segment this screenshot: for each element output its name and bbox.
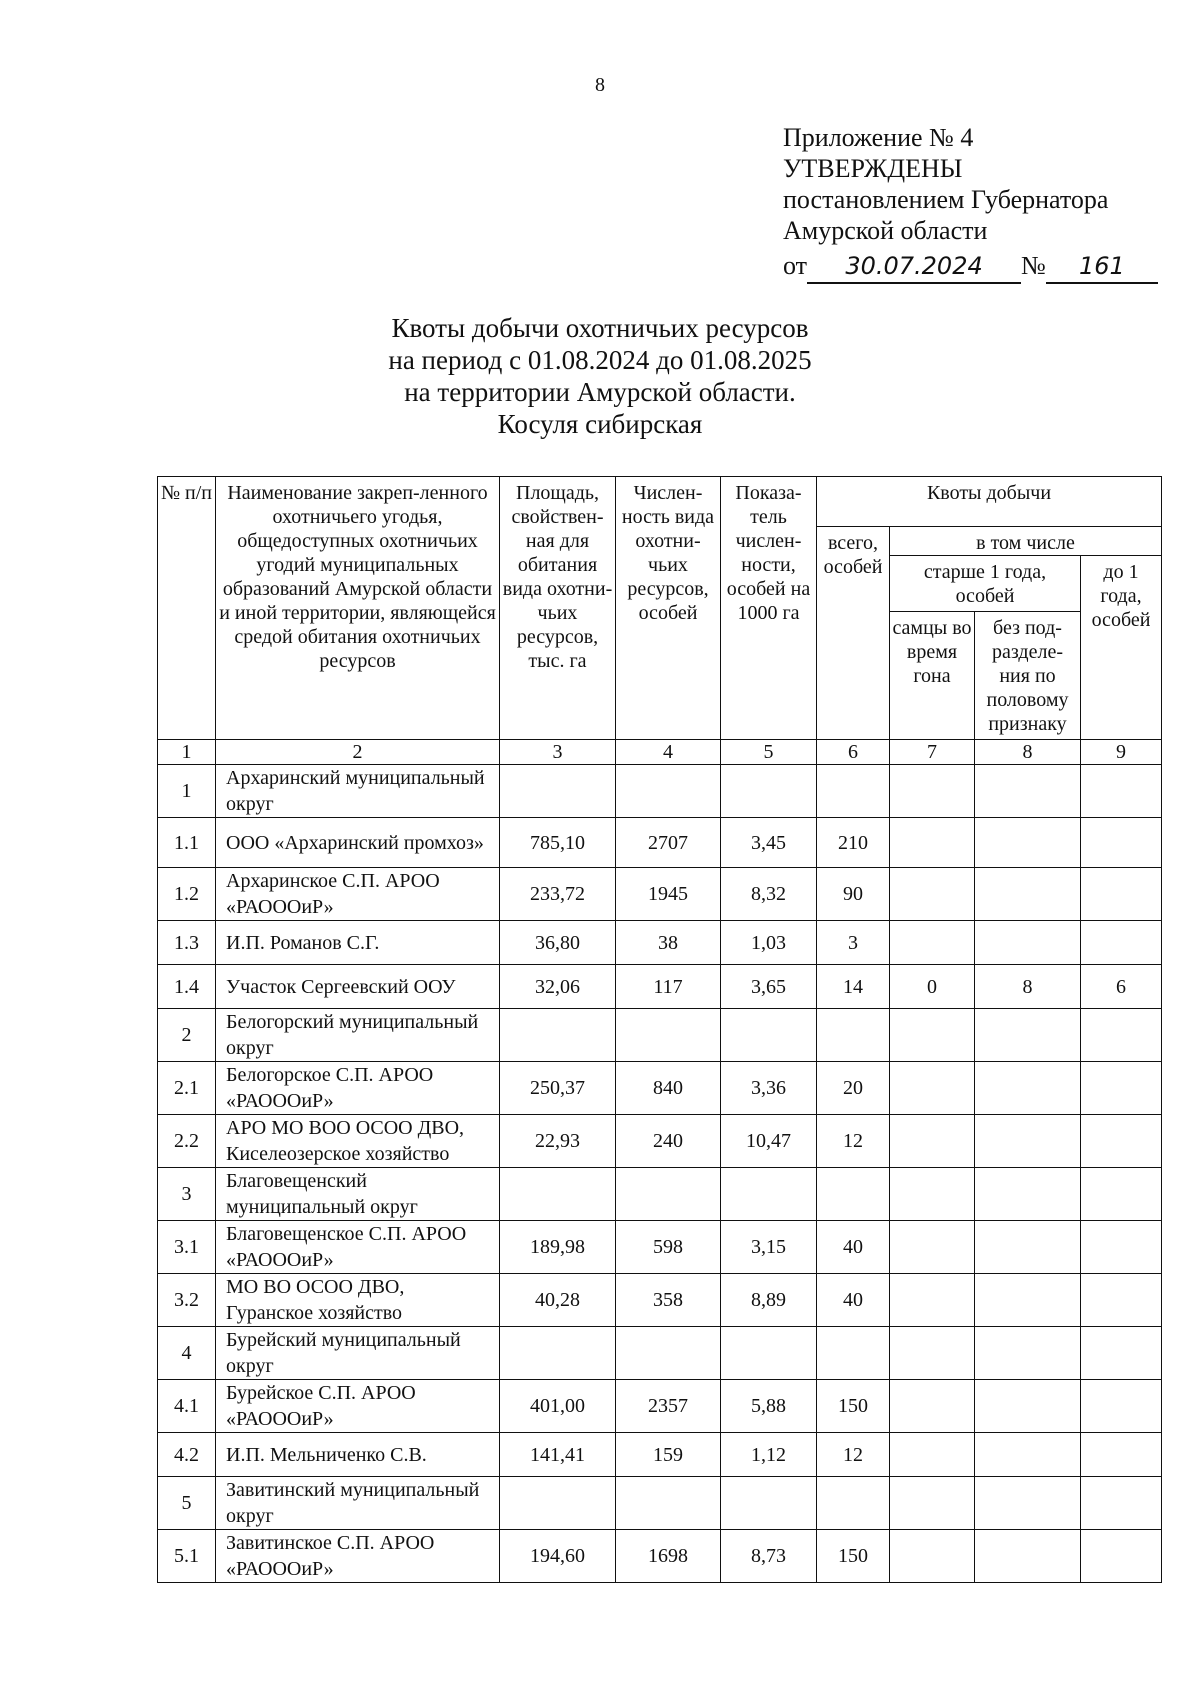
cell-area: 401,00 (500, 1380, 616, 1433)
cell-nosex: 8 (975, 965, 1081, 1009)
table-row (158, 1433, 1162, 1477)
cell-nosex (975, 1274, 1081, 1327)
cell-males (890, 868, 975, 921)
table-row (158, 1530, 1162, 1583)
cell-no: 1 (158, 765, 216, 818)
header-nosex: без под-разделе-ния по половому признаку (975, 612, 1081, 740)
cell-no: 1.3 (158, 921, 216, 965)
cell-name: Бурейское С.П. АРОО «РАОООиР» (216, 1380, 500, 1433)
table-row (158, 1168, 1162, 1221)
cell-population: 1698 (616, 1530, 721, 1583)
header-name: Наименование закреп-ленного охотничьего угодья, общедоступных охотничьих угодий муниципальных образований Амурской области и иной территории, являющейся средой обитания охотничьих ресурсов (216, 477, 500, 740)
cell-total: 210 (817, 818, 890, 868)
cell-no: 5 (158, 1477, 216, 1530)
cell-name: Архаринский муниципальный округ (216, 765, 500, 818)
cell-name: Завитинское С.П. АРОО «РАОООиР» (216, 1530, 500, 1583)
cell-population: 1945 (616, 868, 721, 921)
cell-density (721, 1009, 817, 1062)
column-number-row (158, 740, 1162, 765)
handwritten-date: 30.07.2024 (807, 251, 1021, 284)
title-line-3: на территории Амурской области. (404, 377, 796, 407)
cell-males (890, 1168, 975, 1221)
decree-label: постановлением Губернатора (783, 185, 1109, 214)
cell-males (890, 921, 975, 965)
cell-under1 (1081, 818, 1162, 868)
cell-area: 36,80 (500, 921, 616, 965)
cell-population (616, 765, 721, 818)
cell-no: 2.1 (158, 1062, 216, 1115)
cell-total: 12 (817, 1433, 890, 1477)
cell-area: 32,06 (500, 965, 616, 1009)
column-number: 3 (500, 740, 616, 765)
cell-name: Архаринское С.П. АРОО «РАОООиР» (216, 868, 500, 921)
handwritten-number: 161 (1046, 251, 1158, 284)
cell-nosex (975, 1380, 1081, 1433)
cell-population (616, 1009, 721, 1062)
cell-nosex (975, 1530, 1081, 1583)
cell-males (890, 1433, 975, 1477)
cell-density: 3,65 (721, 965, 817, 1009)
cell-density: 8,32 (721, 868, 817, 921)
cell-name: И.П. Романов С.Г. (216, 921, 500, 965)
cell-density: 1,12 (721, 1433, 817, 1477)
cell-total: 14 (817, 965, 890, 1009)
column-number: 2 (216, 740, 500, 765)
cell-area: 233,72 (500, 868, 616, 921)
cell-no: 4 (158, 1327, 216, 1380)
cell-density: 1,03 (721, 921, 817, 965)
cell-area: 194,60 (500, 1530, 616, 1583)
table-row (158, 868, 1162, 921)
number-prefix: № (1021, 251, 1046, 280)
column-number: 7 (890, 740, 975, 765)
cell-under1 (1081, 1433, 1162, 1477)
cell-total (817, 1327, 890, 1380)
header-under1: до 1 года, особей (1081, 556, 1162, 740)
cell-total (817, 1477, 890, 1530)
cell-nosex (975, 1009, 1081, 1062)
cell-name: И.П. Мельниченко С.В. (216, 1433, 500, 1477)
cell-population: 240 (616, 1115, 721, 1168)
cell-name: Благовещенский муниципальный округ (216, 1168, 500, 1221)
cell-area: 785,10 (500, 818, 616, 868)
header-area: Площадь, свойствен-ная для обитания вида охотни-чьих ресурсов, тыс. га (500, 477, 616, 740)
region-label: Амурской области (783, 216, 988, 245)
cell-under1 (1081, 1274, 1162, 1327)
header-males: самцы во время гона (890, 612, 975, 740)
cell-total: 3 (817, 921, 890, 965)
cell-males (890, 1274, 975, 1327)
column-number: 4 (616, 740, 721, 765)
cell-males (890, 1009, 975, 1062)
cell-name: Благовещенское С.П. АРОО «РАОООиР» (216, 1221, 500, 1274)
cell-area: 22,93 (500, 1115, 616, 1168)
cell-under1 (1081, 1380, 1162, 1433)
cell-males (890, 1115, 975, 1168)
cell-total: 90 (817, 868, 890, 921)
table-row (158, 1062, 1162, 1115)
cell-no: 2.2 (158, 1115, 216, 1168)
cell-under1 (1081, 868, 1162, 921)
cell-males: 0 (890, 965, 975, 1009)
cell-total: 40 (817, 1274, 890, 1327)
header-including: в том числе (890, 527, 1162, 556)
column-number: 6 (817, 740, 890, 765)
cell-nosex (975, 1115, 1081, 1168)
cell-under1: 6 (1081, 965, 1162, 1009)
title-line-4: Косуля сибирская (497, 409, 703, 439)
header-density: Показа-тель числен-ности, особей на 1000 га (721, 477, 817, 740)
cell-area (500, 1327, 616, 1380)
cell-under1 (1081, 1327, 1162, 1380)
cell-males (890, 1062, 975, 1115)
document-title (0, 312, 1200, 440)
cell-no: 1.2 (158, 868, 216, 921)
cell-area: 40,28 (500, 1274, 616, 1327)
decree-signature-line (783, 250, 1158, 284)
cell-density (721, 1327, 817, 1380)
cell-no: 3.2 (158, 1274, 216, 1327)
cell-population: 2707 (616, 818, 721, 868)
cell-density: 5,88 (721, 1380, 817, 1433)
cell-name: Завитинский муниципальный округ (216, 1477, 500, 1530)
cell-name: АРО МО ВОО ОСОО ДВО, Киселеозерское хозяйство (216, 1115, 500, 1168)
cell-nosex (975, 818, 1081, 868)
cell-density: 3,36 (721, 1062, 817, 1115)
cell-total: 150 (817, 1380, 890, 1433)
cell-density: 10,47 (721, 1115, 817, 1168)
table-row (158, 965, 1162, 1009)
column-number: 1 (158, 740, 216, 765)
cell-males (890, 1221, 975, 1274)
cell-area: 189,98 (500, 1221, 616, 1274)
cell-no: 3 (158, 1168, 216, 1221)
cell-total (817, 1009, 890, 1062)
cell-under1 (1081, 1115, 1162, 1168)
approved-label: УТВЕРЖДЕНЫ (783, 154, 963, 183)
header-quota: Квоты добычи (817, 477, 1162, 527)
cell-males (890, 1530, 975, 1583)
table-row (158, 1274, 1162, 1327)
table-row (158, 1327, 1162, 1380)
cell-area (500, 1477, 616, 1530)
cell-no: 5.1 (158, 1530, 216, 1583)
cell-no: 3.1 (158, 1221, 216, 1274)
cell-nosex (975, 1221, 1081, 1274)
header-population: Числен-ность вида охотни-чьих ресурсов, особей (616, 477, 721, 740)
cell-population: 2357 (616, 1380, 721, 1433)
cell-no: 4.1 (158, 1380, 216, 1433)
header-no: № п/п (158, 477, 216, 740)
table-row (158, 1115, 1162, 1168)
cell-total: 150 (817, 1530, 890, 1583)
table-row (158, 1221, 1162, 1274)
date-prefix: от (783, 251, 808, 280)
cell-population: 38 (616, 921, 721, 965)
table-row (158, 1477, 1162, 1530)
cell-under1 (1081, 1477, 1162, 1530)
cell-total: 40 (817, 1221, 890, 1274)
table-row (158, 818, 1162, 868)
cell-under1 (1081, 921, 1162, 965)
cell-density: 3,45 (721, 818, 817, 868)
table-header (158, 477, 1162, 740)
approval-block (783, 122, 1158, 284)
cell-name: Белогорское С.П. АРОО «РАОООиР» (216, 1062, 500, 1115)
cell-population: 159 (616, 1433, 721, 1477)
cell-total: 20 (817, 1062, 890, 1115)
column-number: 8 (975, 740, 1081, 765)
cell-density (721, 1168, 817, 1221)
cell-population (616, 1477, 721, 1530)
cell-nosex (975, 1062, 1081, 1115)
cell-nosex (975, 1433, 1081, 1477)
cell-density: 8,73 (721, 1530, 817, 1583)
cell-males (890, 1477, 975, 1530)
cell-under1 (1081, 1062, 1162, 1115)
cell-name: Белогорский муниципальный округ (216, 1009, 500, 1062)
cell-name: МО ВО ОСОО ДВО, Гуранское хозяйство (216, 1274, 500, 1327)
page-number: 8 (595, 74, 605, 96)
cell-males (890, 1327, 975, 1380)
cell-males (890, 765, 975, 818)
cell-area (500, 1009, 616, 1062)
header-total: всего, особей (817, 527, 890, 740)
table-row (158, 1380, 1162, 1433)
cell-name: Бурейский муниципальный округ (216, 1327, 500, 1380)
column-number: 5 (721, 740, 817, 765)
cell-area (500, 765, 616, 818)
cell-name: Участок Сергеевский ООУ (216, 965, 500, 1009)
cell-density (721, 1477, 817, 1530)
cell-males (890, 1380, 975, 1433)
cell-total (817, 1168, 890, 1221)
appendix-label: Приложение № 4 (783, 123, 974, 152)
column-number: 9 (1081, 740, 1162, 765)
cell-nosex (975, 868, 1081, 921)
cell-under1 (1081, 1221, 1162, 1274)
cell-density: 3,15 (721, 1221, 817, 1274)
cell-no: 4.2 (158, 1433, 216, 1477)
cell-under1 (1081, 1009, 1162, 1062)
cell-area (500, 1168, 616, 1221)
cell-population: 117 (616, 965, 721, 1009)
cell-area: 250,37 (500, 1062, 616, 1115)
cell-no: 1.1 (158, 818, 216, 868)
cell-density: 8,89 (721, 1274, 817, 1327)
cell-population: 358 (616, 1274, 721, 1327)
cell-population (616, 1168, 721, 1221)
cell-population (616, 1327, 721, 1380)
table-body (158, 740, 1162, 1583)
cell-nosex (975, 921, 1081, 965)
cell-total: 12 (817, 1115, 890, 1168)
cell-under1 (1081, 765, 1162, 818)
cell-name: ООО «Архаринский промхоз» (216, 818, 500, 868)
cell-males (890, 818, 975, 868)
cell-no: 1.4 (158, 965, 216, 1009)
cell-nosex (975, 1477, 1081, 1530)
cell-nosex (975, 1168, 1081, 1221)
cell-nosex (975, 1327, 1081, 1380)
cell-density (721, 765, 817, 818)
cell-population: 840 (616, 1062, 721, 1115)
table-row (158, 1009, 1162, 1062)
quota-table (157, 476, 1162, 1583)
title-line-2: на период с 01.08.2024 до 01.08.2025 (388, 345, 812, 375)
cell-area: 141,41 (500, 1433, 616, 1477)
cell-no: 2 (158, 1009, 216, 1062)
table-row (158, 765, 1162, 818)
cell-population: 598 (616, 1221, 721, 1274)
cell-under1 (1081, 1168, 1162, 1221)
header-older: старше 1 года, особей (890, 556, 1081, 612)
cell-total (817, 765, 890, 818)
cell-under1 (1081, 1530, 1162, 1583)
table-row (158, 921, 1162, 965)
title-line-1: Квоты добычи охотничьих ресурсов (391, 313, 809, 343)
cell-nosex (975, 765, 1081, 818)
